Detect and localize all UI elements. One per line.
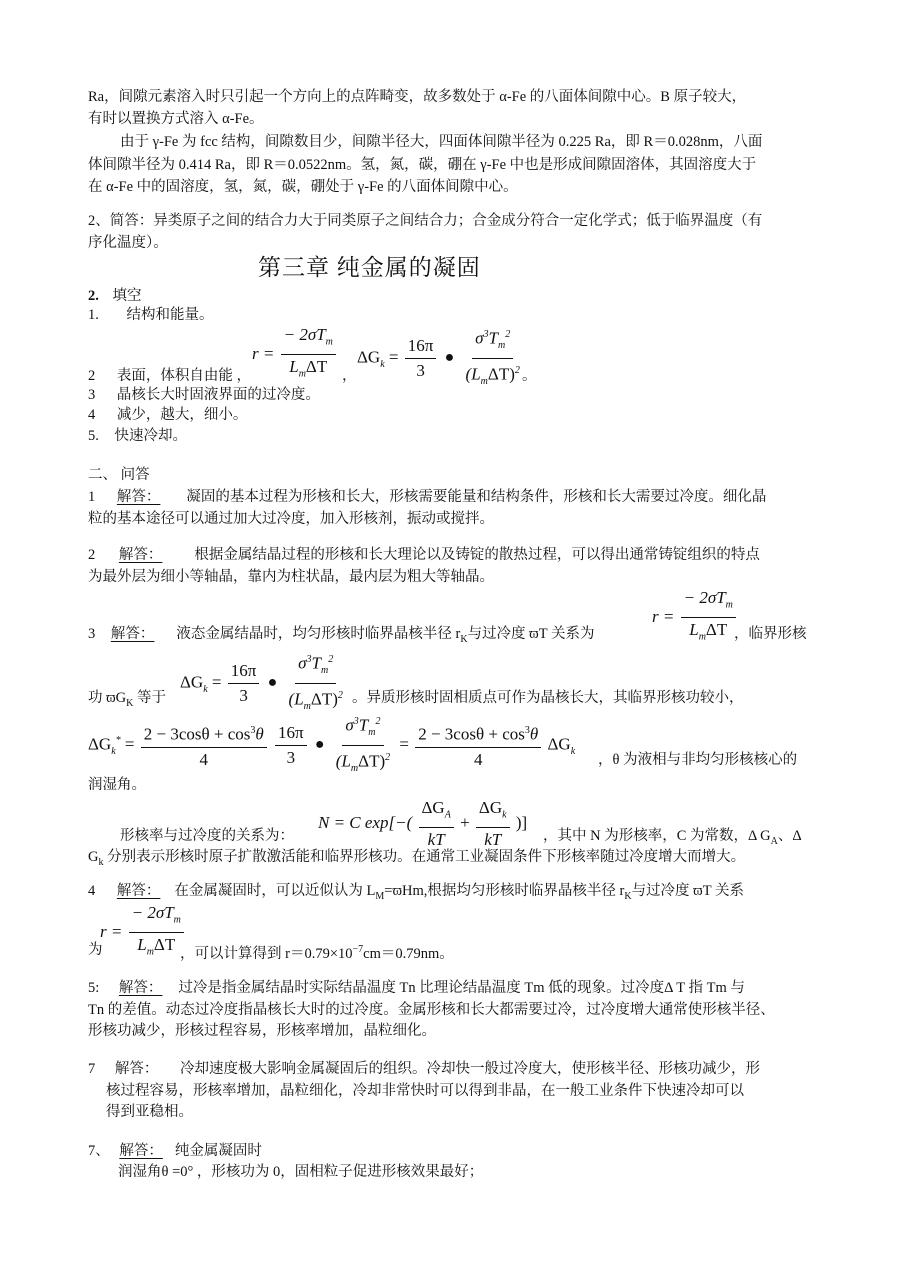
qa-text: 分别表示形核时原子扩散激活能和临界形核功。在通常工业凝固条件下形核率随过冷度增大而增大。 xyxy=(103,849,746,865)
fraction xyxy=(405,336,437,381)
qa-text-line: 粒的基本途径可以通过加大过冷度，加入形核剂，振动或搅拌。 xyxy=(88,511,494,527)
numerator: ΔG xyxy=(478,798,503,817)
qa-number: 1 xyxy=(88,489,96,505)
qa-number: 7、 xyxy=(88,1143,110,1159)
qa-text: ，其中 N 为形核率，C 为常数，Δ G xyxy=(543,828,771,844)
answer-label-text: 解答： xyxy=(110,626,155,642)
subscript: m xyxy=(498,340,506,352)
qa-text-line: 形核率与过冷度的关系为： xyxy=(120,828,294,844)
subscript: m xyxy=(368,727,376,739)
answer-label: 解答： xyxy=(114,1061,159,1077)
subscript: m xyxy=(480,376,488,388)
numerator: ΔG xyxy=(421,798,445,817)
qa-text: 过冷是指金属结晶时实际结晶温度 Tn 比理论结晶温度 Tm 低的现象。过冷度Δ T 指 Tm 与 xyxy=(178,980,745,996)
t: T xyxy=(488,328,499,348)
numerator: − 2σT xyxy=(683,588,726,607)
qa-number: 3 xyxy=(88,626,96,642)
superscript: 3 xyxy=(306,654,312,665)
fraction xyxy=(681,588,736,648)
qa-text-line: 为 xyxy=(88,942,103,958)
fill-item xyxy=(88,426,187,446)
subscript: K xyxy=(126,697,134,709)
qa-text: ，可以计算得到 r＝0.79×10 xyxy=(180,945,353,962)
critical-radius-formula xyxy=(252,325,338,385)
qa-text-line: 核过程容易，形核率增加，晶粒细化，冷却非常快时可以得到非晶，在一般工业条件下快速冷却可以 xyxy=(106,1083,744,1099)
superscript: 2 xyxy=(375,716,381,727)
subscript: k xyxy=(111,745,116,757)
denominator: (L xyxy=(335,751,351,771)
equals: = xyxy=(399,734,409,754)
numerator: − 2σT xyxy=(131,903,174,922)
formula-lhs: ΔG xyxy=(88,734,112,754)
subscript: m xyxy=(146,946,154,958)
qa-text: 凝固的基本过程为形核和长大，形核需要能量和结构条件，形核和长大需要过冷度。细化晶 xyxy=(186,489,767,505)
equals: = xyxy=(211,672,222,692)
fill-item-number: 2 xyxy=(88,368,96,384)
equals: = xyxy=(388,347,399,367)
subscript: M xyxy=(375,890,385,902)
denominator: 3 xyxy=(416,361,425,381)
fraction xyxy=(419,798,454,850)
multiply-dot-icon: ● xyxy=(267,674,278,692)
heterogeneous-work-formula xyxy=(88,712,575,779)
fill-item-text: 减少，越大，细小。 xyxy=(116,407,248,423)
qa-text: ，临界形核 xyxy=(734,626,807,642)
qa-text-line xyxy=(88,688,166,714)
answer-label xyxy=(111,626,177,642)
qa-number: 4 xyxy=(88,883,96,899)
t: T xyxy=(311,653,322,673)
fill-item-text: 晶核长大时固液界面的过冷度。 xyxy=(116,387,320,403)
sigma: σ xyxy=(298,653,307,673)
sigma: σ xyxy=(345,715,354,735)
superscript: 3 xyxy=(353,716,359,727)
qa-number: 7 xyxy=(88,1061,96,1077)
superscript: 2 xyxy=(514,365,520,377)
intro-line: 在 α-Fe 中的固溶度，氢，氮，碳，硼处于 γ-Fe 的八面体间隙中心。 xyxy=(88,179,518,195)
qa-text-line: 为最外层为细小等轴晶，靠内为柱状晶，最内层为粗大等轴晶。 xyxy=(88,569,494,585)
fill-item-text: 表面，体积自由能 ， xyxy=(116,368,251,384)
short-answer-line: 序化温度）。 xyxy=(88,235,168,251)
delta-t: ΔT) xyxy=(358,751,386,771)
numerator: 16π xyxy=(228,661,260,684)
fill-item-number: 3 xyxy=(88,387,96,403)
superscript: 2 xyxy=(337,690,343,702)
subscript: m xyxy=(698,631,706,643)
answer-label-text: 解答： xyxy=(118,980,163,996)
multiply-dot-icon: ● xyxy=(314,736,325,754)
answer-label xyxy=(119,547,195,563)
fraction xyxy=(333,712,393,779)
superscript: 2 xyxy=(328,654,334,665)
critical-work-formula xyxy=(357,325,525,392)
qa-text: =ϖHm,根据均匀形核时临界晶核半径 r xyxy=(384,883,625,899)
denominator: L xyxy=(137,935,147,955)
subscript: A xyxy=(770,835,778,847)
intro-line: 有时以置换方式溶入 α-Fe。 xyxy=(88,111,264,127)
subscript: m xyxy=(303,701,311,713)
superscript: 2 xyxy=(385,752,391,764)
subscript: k xyxy=(570,745,576,757)
numerator: − 2σT xyxy=(283,325,326,344)
numerator: 16π xyxy=(405,336,437,359)
critical-radius-formula xyxy=(100,903,186,963)
denominator: 4 xyxy=(473,749,483,769)
numerator: 2 − 3cosθ + cos xyxy=(418,724,525,744)
t: T xyxy=(358,715,369,735)
critical-radius-formula xyxy=(652,588,738,648)
delta-t: ΔT xyxy=(705,620,728,640)
subscript: K xyxy=(460,633,468,645)
qa-text-line: 润湿角。 xyxy=(88,777,146,793)
critical-work-formula xyxy=(180,650,348,717)
subscript: m xyxy=(298,368,306,380)
qa-text: 。异质形核时固相质点可作为晶核长大，其临界形核功较小， xyxy=(352,690,744,706)
delta-g: ΔG xyxy=(547,734,571,754)
delta-t: ΔT xyxy=(153,935,176,955)
subscript: m xyxy=(725,599,733,611)
fraction xyxy=(228,661,260,706)
superscript: 3 xyxy=(524,725,530,737)
formula-lhs: r = xyxy=(652,606,675,626)
fraction xyxy=(463,325,523,392)
fill-item-number: 5. xyxy=(88,428,99,444)
qa-text: 与过冷度 ϖT 关系为 xyxy=(467,626,595,642)
subscript: k xyxy=(98,856,104,868)
qa-text: 等于 xyxy=(133,690,166,706)
answer-label-text: 解答： xyxy=(116,489,161,505)
denominator: 4 xyxy=(199,749,209,769)
denominator: L xyxy=(689,620,699,640)
subscript: m xyxy=(321,665,329,677)
qa-item-6 xyxy=(88,1059,760,1079)
fill-item-text: 快速冷却。 xyxy=(114,428,187,444)
formula-lhs: ΔG xyxy=(180,672,204,692)
qa-text: 液态金属结晶时，均匀形核时临界晶核半径 r xyxy=(176,626,461,642)
intro-line: Ra，间隙元素溶入时只引起一个方向上的点阵畸变，故多数处于 α-Fe 的八面体间隙中心。B 原子较大， xyxy=(88,89,747,105)
qa-text: cm＝0.79nm。 xyxy=(363,945,454,962)
fill-item xyxy=(88,305,214,325)
fraction xyxy=(415,721,541,770)
answer-label xyxy=(117,883,175,899)
formula-lhs: r = xyxy=(100,921,123,941)
denominator: kT xyxy=(427,830,445,850)
subscript: m xyxy=(350,763,359,775)
plus: + xyxy=(460,813,470,833)
fraction xyxy=(129,903,184,963)
denominator: kT xyxy=(484,830,502,850)
subscript: k xyxy=(502,809,507,821)
answer-label xyxy=(117,489,187,505)
fraction xyxy=(141,721,267,770)
numerator: 16π xyxy=(275,723,307,746)
formula-lhs: ΔG xyxy=(357,347,381,367)
qa-text: 根据金属结晶过程的形核和长大理论以及铸锭的散热过程，可以得出通常铸锭组织的特点 xyxy=(194,547,760,563)
denominator: (L xyxy=(288,689,304,709)
qa-text: 纯金属凝固时 xyxy=(174,1143,262,1159)
fill-heading xyxy=(88,286,142,306)
qa-item-2 xyxy=(88,545,760,565)
equals: = xyxy=(124,734,135,754)
qa-text-line: 润湿角θ =0° ，形核功为 0，固相粒子促进形核效果最好； xyxy=(118,1164,484,1180)
formula-lhs: r = xyxy=(252,343,275,363)
qa-item-4 xyxy=(88,881,744,907)
short-answer-line: 2、简答：异类原子之间的结合力大于同类原子之间结合力；合金成分符合一定化学式；低于临界温度（有 xyxy=(88,213,763,229)
intro-line: 由于 γ-Fe 为 fcc 结构，间隙数目少，间隙半径大，四面体间隙半径为 0.225 Ra，即 R＝0.028nm，八面 xyxy=(120,134,763,150)
denominator: L xyxy=(289,357,299,377)
superscript: 3 xyxy=(250,725,256,737)
fraction xyxy=(281,325,336,385)
subscript: A xyxy=(444,809,451,821)
answer-label-text: 解答： xyxy=(119,1143,163,1159)
fill-item-number: 4 xyxy=(88,407,96,423)
fill-item xyxy=(88,385,320,405)
fill-item-number: 1. xyxy=(88,307,99,323)
denominator: 3 xyxy=(286,748,296,768)
comma: ， xyxy=(342,368,357,384)
sigma: σ xyxy=(475,328,484,348)
period: 。 xyxy=(522,368,537,384)
fill-item xyxy=(88,405,247,425)
qa-text-line: 形核功减少，形核过程容易，形核率增加，晶粒细化。 xyxy=(88,1023,436,1039)
delta-t: ΔT) xyxy=(487,364,515,384)
qa-text: 功 ϖG xyxy=(88,690,127,706)
qa-text: ，θ 为液相与非均匀形核核心的 xyxy=(598,752,798,768)
fill-heading-label: 填空 xyxy=(112,288,142,304)
qa-text-line: 得到亚稳相。 xyxy=(106,1104,193,1120)
qa-text-line: Tn 的差值。动态过冷度指晶核长大时的过冷度。金属形核和长大都需要过冷，过冷度增大通常使形核半径、 xyxy=(88,1002,775,1018)
superscript: * xyxy=(115,734,121,746)
fraction xyxy=(275,723,307,768)
answer-label xyxy=(119,1143,175,1159)
intro-line: 体间隙半径为 0.414 Ra，即 R＝0.0522nm。氢，氮，碳，硼在 γ-Fe 中也是形成间隙固溶体，其固溶度大于 xyxy=(88,157,757,173)
qa-text: 、Δ xyxy=(777,828,802,844)
answer-label-text: 解答： xyxy=(118,547,163,563)
fraction xyxy=(286,650,346,717)
qa-item-5 xyxy=(88,978,745,998)
qa-heading: 二、 问答 xyxy=(88,467,150,483)
qa-item-3 xyxy=(88,624,594,650)
theta: θ xyxy=(529,724,539,744)
subscript: k xyxy=(380,358,385,370)
superscript: 2 xyxy=(505,329,511,340)
qa-item-7 xyxy=(88,1141,262,1161)
answer-label xyxy=(119,980,179,996)
subscript: K xyxy=(624,890,632,902)
qa-item-1 xyxy=(88,487,766,507)
delta-t: ΔT) xyxy=(310,689,338,709)
fill-heading-number: 2. xyxy=(88,288,99,304)
subscript: m xyxy=(325,336,333,348)
fraction xyxy=(476,798,510,850)
qa-text: 在金属凝固时，可以近似认为 L xyxy=(174,883,376,899)
nucleation-rate-formula xyxy=(318,798,527,850)
qa-text: 与过冷度 ϖT 关系 xyxy=(631,883,744,899)
numerator: 2 − 3cosθ + cos xyxy=(143,724,251,744)
denominator: (L xyxy=(465,364,481,384)
qa-text-line xyxy=(88,847,745,873)
answer-label-text: 解答： xyxy=(116,883,161,899)
fill-item-text: 结构和能量。 xyxy=(126,307,214,323)
fill-item xyxy=(88,366,251,386)
qa-text: 冷却速度极大影响金属凝固后的组织。冷却快一般过冷度大，使形核半径、形核功减少，形 xyxy=(180,1061,760,1077)
subscript: m xyxy=(173,914,181,926)
superscript: −7 xyxy=(352,944,364,955)
denominator: 3 xyxy=(239,686,248,706)
qa-text-line xyxy=(180,940,454,964)
formula-lhs: N = C exp[−( xyxy=(318,813,413,833)
superscript: 3 xyxy=(483,329,489,340)
delta-t: ΔT xyxy=(305,357,328,377)
qa-number: 5: xyxy=(88,980,100,996)
chapter-title: 第三章 纯金属的凝固 xyxy=(258,255,481,280)
subscript: k xyxy=(203,683,208,695)
bracket: )] xyxy=(515,813,528,833)
multiply-dot-icon: ● xyxy=(444,349,455,367)
qa-text: G xyxy=(88,849,99,865)
theta: θ xyxy=(255,724,264,744)
qa-number: 2 xyxy=(88,547,96,563)
